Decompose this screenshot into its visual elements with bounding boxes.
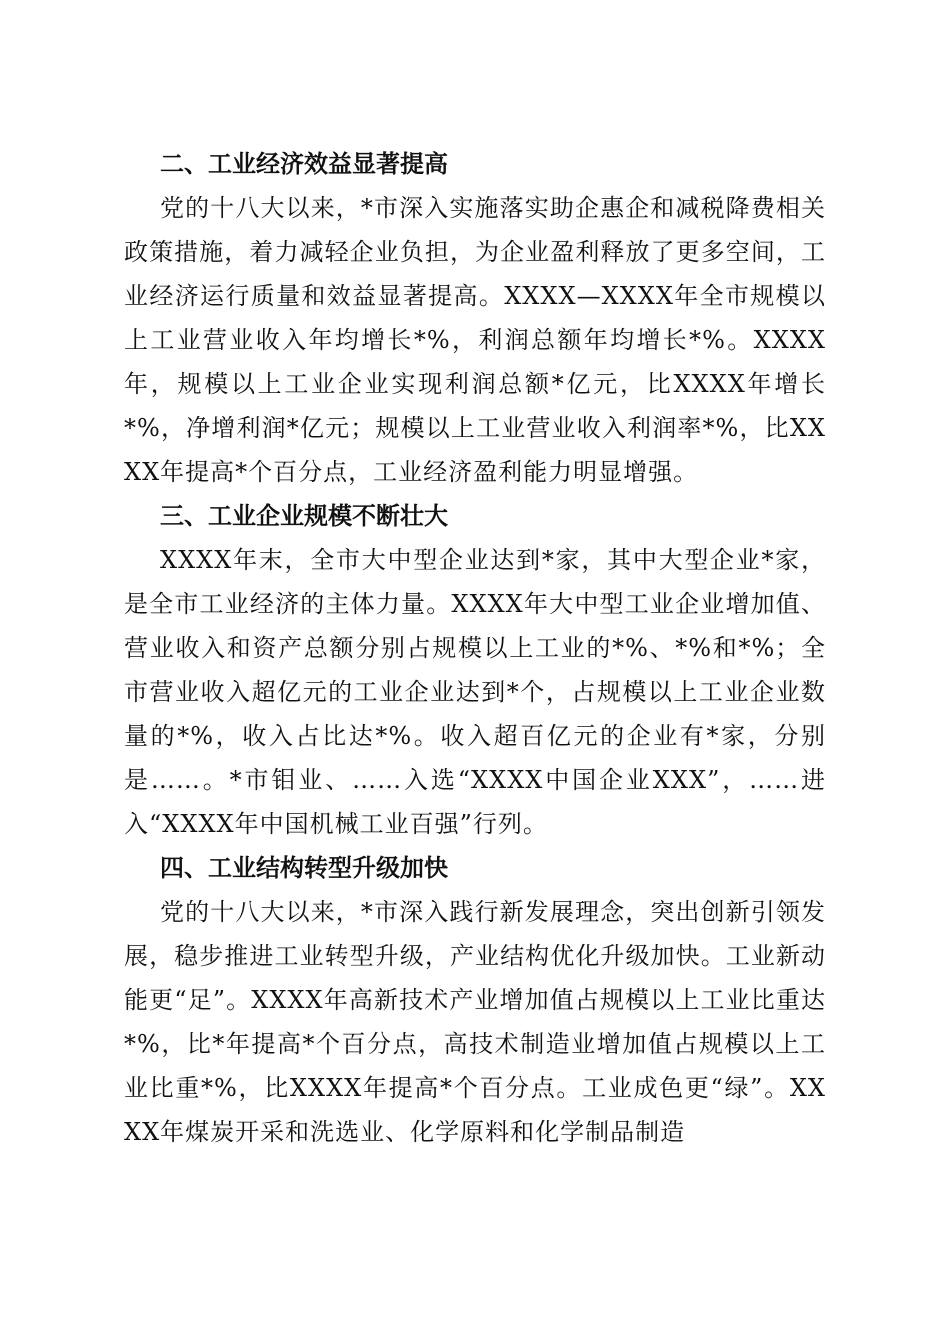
section-heading-2: 二、工业经济效益显著提高	[160, 150, 448, 178]
section-heading-4: 四、工业结构转型升级加快	[160, 854, 448, 882]
section-paragraph-3: XXXX年末，全市大中型企业达到*家，其中大型企业*家，是全市工业经济的主体力量。XXXX年大中型工业企业增加值、营业收入和资产总额分别占规模以上工业的*%、*%和*%；全市营业收入超亿元的工业企业达到*个，占规模以上工业企业数量的*%，收入占比达*%。收入超百亿元的企业有*家，分别是……。*市钼业、……入选“XXXX中国企业XXX”，……进入“XXXX年中国机械工业百强”行列。	[124, 546, 826, 838]
section-paragraph-2: 党的十八大以来，*市深入实施落实助企惠企和减税降费相关政策措施，着力减轻企业负担，为企业盈利释放了更多空间，工业经济运行质量和效益显著提高。XXXX—XXXX年全市规模以上工业营业收入年均增长*%，利润总额年均增长*%。XXXX年，规模以上工业企业实现利润总额*亿元，比XXXX年增长*%，净增利润*亿元；规模以上工业营业收入利润率*%，比XXXX年提高*个百分点，工业经济盈利能力明显增强。	[124, 194, 826, 486]
section-paragraph-4: 党的十八大以来，*市深入践行新发展理念，突出创新引领发展，稳步推进工业转型升级，产业结构优化升级加快。工业新动能更“足”。XXXX年高新技术产业增加值占规模以上工业比重达*%，比*年提高*个百分点，高技术制造业增加值占规模以上工业比重*%，比XXXX年提高*个百分点。工业成色更“绿”。XXXX年煤炭开采和洗选业、化学原料和化学制品制造	[124, 898, 826, 1146]
section-heading-3: 三、工业企业规模不断壮大	[160, 502, 448, 530]
